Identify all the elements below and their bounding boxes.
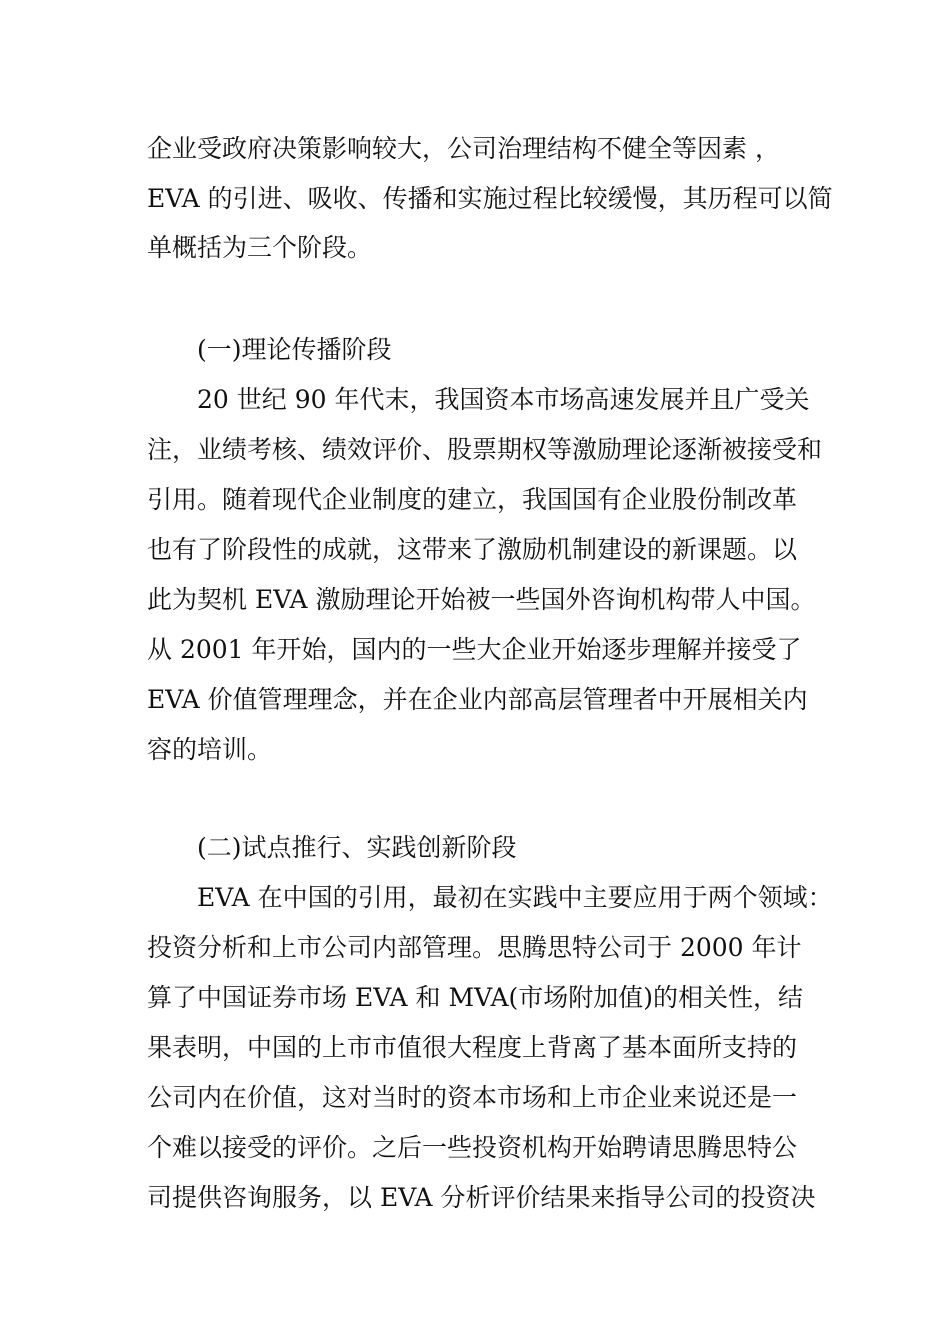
section-2-line-6: 个难以接受的评价。之后一些投资机构开始聘请思腾思特公 [147,1133,798,1162]
section-2-heading: (二)试点推行、实践创新阶段 [197,833,517,862]
section-2-line-5: 公司内在价值，这对当时的资本市场和上市企业来说还是一 [147,1083,798,1112]
section-2-line-2: 投资分析和上市公司内部管理。思腾思特公司于 2000 年计 [147,933,802,962]
section-2-line-3: 算了中国证券市场 EVA 和 MVA(市场附加值)的相关性，结 [147,983,804,1012]
section-1-line-7: EVA 价值管理理念，并在企业内部高层管理者中开展相关内 [147,685,808,714]
section-2-line-4: 果表明，中国的上市市值很大程度上背离了基本面所支持的 [147,1033,798,1062]
intro-line-2: EVA 的引进、吸收、传播和实施过程比较缓慢，其历程可以简 [147,184,833,213]
section-1-line-5: 此为契机 EVA 激励理论开始被一些国外咨询机构带人中国。 [147,585,816,614]
section-1-line-8: 容的培训。 [147,735,273,764]
intro-line-3: 单概括为三个阶段。 [147,233,373,262]
section-1-heading: (一)理论传播阶段 [197,335,392,364]
intro-line-1: 企业受政府决策影响较大，公司治理结构不健全等因素 ， [147,134,780,163]
section-1-line-3: 引用。随着现代企业制度的建立，我国国有企业股份制改革 [147,485,798,514]
section-1-line-2: 注，业绩考核、绩效评价、股票期权等激励理论逐渐被接受和 [147,435,823,464]
section-1-line-1: 20 世纪 90 年代末，我国资本市场高速发展并且广受关 [197,385,810,414]
section-1-line-6: 从 2001 年开始，国内的一些大企业开始逐步理解并接受了 [147,635,802,664]
section-2-line-7: 司提供咨询服务，以 EVA 分析评价结果来指导公司的投资决 [147,1183,816,1212]
section-2-line-1: EVA 在中国的引用，最初在实践中主要应用于两个领域： [197,883,833,912]
section-1-line-4: 也有了阶段性的成就，这带来了激励机制建设的新课题。以 [147,535,798,564]
